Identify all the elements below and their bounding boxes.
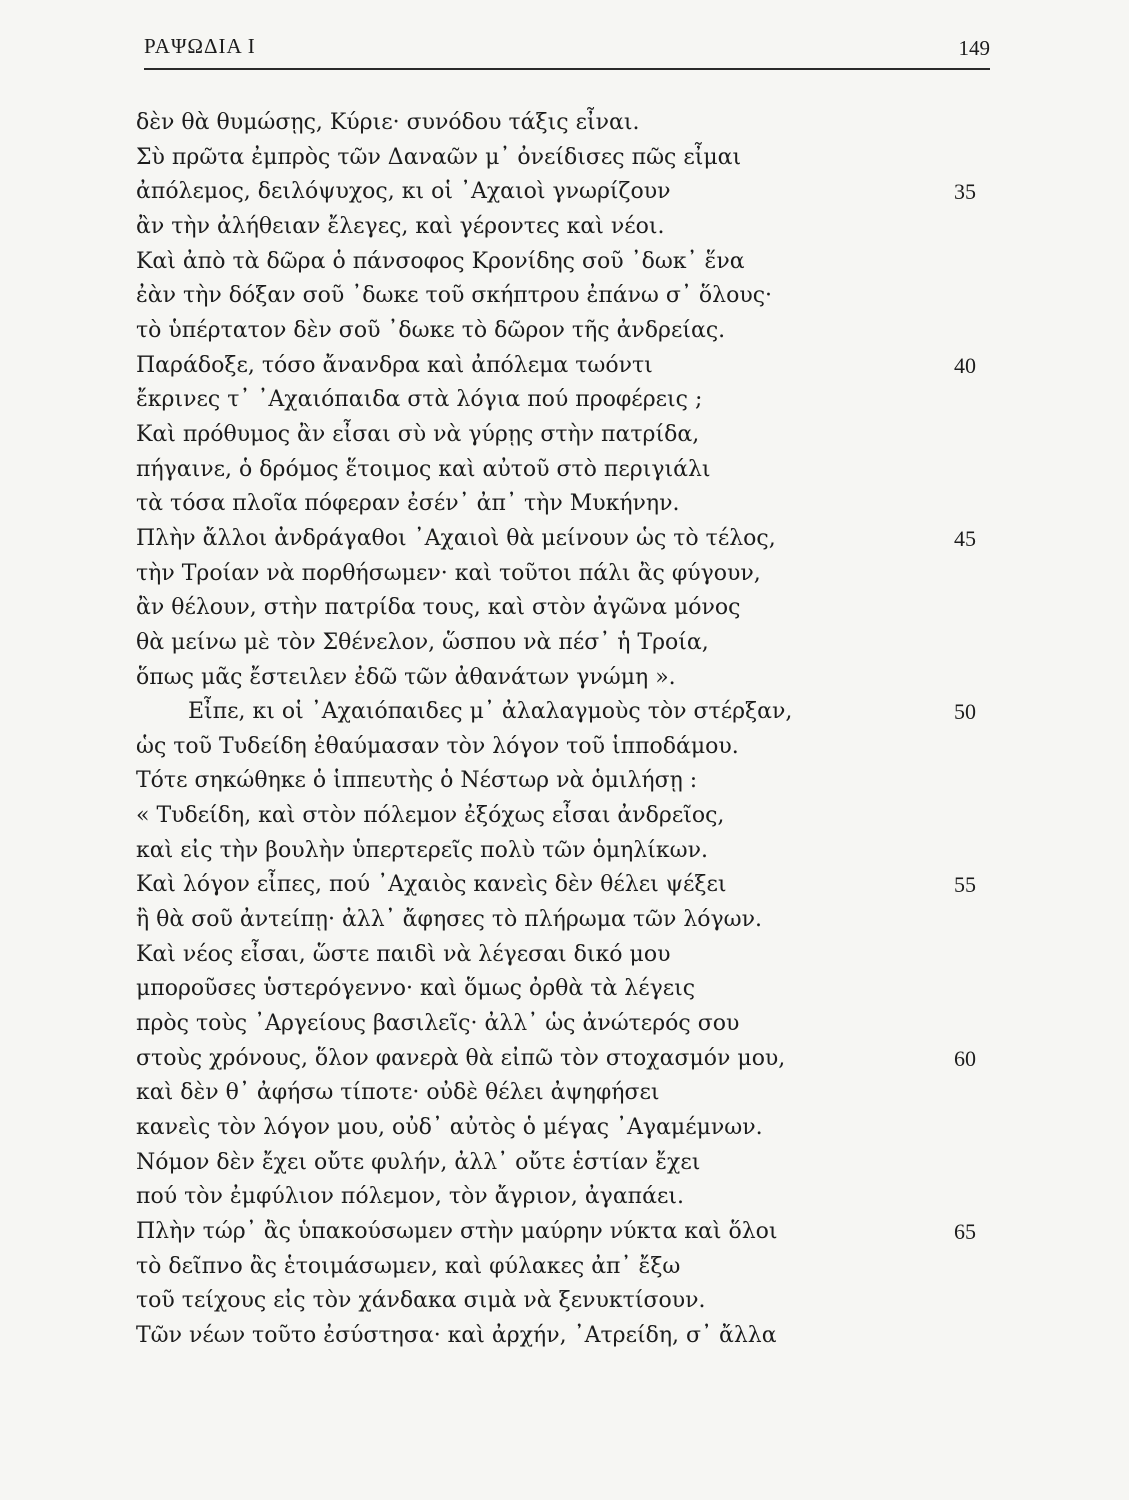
verse-line bbox=[136, 661, 976, 696]
verse-text: ὅπως μᾶς ἔστειλεν ἐδῶ τῶν ἀθανάτων γνώμη ». bbox=[136, 664, 676, 690]
verse-text: Εἶπε, κι οἱ ᾽Αχαιόπαιδες μ᾽ ἀλαλαγμοὺς τὸν στέρξαν, bbox=[188, 699, 793, 725]
verse-line bbox=[136, 1319, 976, 1354]
verse-text: ἀπόλεμος, δειλόψυχος, κι οἱ ᾽Αχαιοὶ γνωρίζουν bbox=[136, 179, 671, 205]
verse-line bbox=[136, 938, 976, 973]
verse-text: Νόμον δὲν ἔχει οὔτε φυλήν, ἀλλ᾽ οὔτε ἑστίαν ἔχει bbox=[136, 1149, 701, 1175]
verse-text: πήγαινε, ὁ δρόμος ἕτοιμος καὶ αὐτοῦ στὸ περιγιάλι bbox=[136, 456, 711, 482]
verse-line bbox=[136, 626, 976, 661]
verse-text: ἂν θέλουν, στὴν πατρίδα τους, καὶ στὸν ἀγῶνα μόνος bbox=[136, 595, 741, 621]
verse-line bbox=[136, 764, 976, 799]
verse-text: Τῶν νέων τοῦτο ἐσύστησα· καὶ ἀρχήν, ᾽Ατρείδη, σ᾽ ἄλλα bbox=[136, 1322, 777, 1348]
verse-line bbox=[136, 1076, 976, 1111]
verse-line bbox=[136, 557, 976, 592]
verse-text: θὰ μείνω μὲ τὸν Σθένελον, ὥσπου νὰ πέσ᾽ ἡ Τροία, bbox=[136, 629, 709, 655]
verse-text: στοὺς χρόνους, ὅλον φανερὰ θὰ εἰπῶ τὸν στοχασμόν μου, bbox=[136, 1045, 786, 1071]
verse-text: ἢ θὰ σοῦ ἀντείπῃ· ἀλλ᾽ ἄφησες τὸ πλήρωμα τῶν λόγων. bbox=[136, 907, 762, 933]
running-head: ΡΑΨΩΔΙΑ Ι bbox=[144, 34, 256, 58]
verse-line bbox=[136, 868, 976, 903]
verse-line bbox=[136, 1111, 976, 1146]
verse-text: Καὶ νέος εἶσαι, ὥστε παιδὶ νὰ λέγεσαι δικό μου bbox=[136, 941, 671, 967]
verse-line bbox=[136, 1250, 976, 1285]
verse-line bbox=[136, 522, 976, 557]
verse-text: ἂν τὴν ἀλήθειαν ἔλεγες, καὶ γέροντες καὶ νέοι. bbox=[136, 213, 665, 239]
verse-text: Παράδοξε, τόσο ἄνανδρα καὶ ἀπόλεμα τωόντι bbox=[136, 352, 653, 378]
verse-line bbox=[136, 487, 976, 522]
page-number: 149 bbox=[958, 36, 990, 60]
verse-number: 50 bbox=[954, 699, 976, 725]
verse-number: 55 bbox=[954, 872, 976, 898]
verse-line bbox=[136, 175, 976, 210]
verse-text: ἐὰν τὴν δόξαν σοῦ ᾽δωκε τοῦ σκήπτρου ἐπάνω σ᾽ ὅλους· bbox=[136, 283, 773, 309]
verse-line bbox=[136, 1042, 976, 1077]
verse-line bbox=[136, 383, 976, 418]
verse-number: 35 bbox=[954, 179, 976, 205]
page-header bbox=[144, 30, 990, 64]
verse-line bbox=[136, 210, 976, 245]
verse-text: Σὺ πρῶτα ἐμπρὸς τῶν Δαναῶν μ᾽ ὀνείδισες πῶς εἶμαι bbox=[136, 144, 742, 170]
verse-number: 65 bbox=[954, 1219, 976, 1244]
verse-text: τὰ τόσα πλοῖα πόφεραν ἐσέν᾽ ἀπ᾽ τὴν Μυκήνην. bbox=[136, 491, 680, 517]
verse-text: δὲν θὰ θυμώσῃς, Κύριε· συνόδου τάξις εἶναι. bbox=[136, 110, 640, 135]
verse-text: τὸ ὑπέρτατον δὲν σοῦ ᾽δωκε τὸ δῶρον τῆς ἀνδρείας. bbox=[136, 317, 726, 343]
verse-text: τὸ δεῖπνο ἂς ἑτοιμάσωμεν, καὶ φύλακες ἀπ᾽ ἔξω bbox=[136, 1253, 681, 1279]
verse-text: Πλὴν τώρ᾽ ἂς ὑπακούσωμεν στὴν μαύρην νύκτα καὶ ὅλοι bbox=[136, 1219, 778, 1244]
verse-line bbox=[136, 453, 976, 488]
verse-text: μποροῦσες ὑστερόγεννο· καὶ ὅμως ὀρθὰ τὰ λέγεις bbox=[136, 976, 696, 1002]
verse-text: καὶ δὲν θ᾽ ἀφήσω τίποτε· οὐδὲ θέλει ἀψηφήσει bbox=[136, 1080, 660, 1106]
verse-text: ὡς τοῦ Τυδείδη ἐθαύμασαν τὸν λόγον τοῦ ἱπποδάμου. bbox=[136, 733, 739, 759]
verse-line bbox=[136, 1215, 976, 1250]
verse-text: Καὶ λόγον εἶπες, πού ᾽Αχαιὸς κανεὶς δὲν θέλει ψέξει bbox=[136, 872, 727, 898]
verse-text: Πλὴν ἄλλοι ἀνδράγαθοι ᾽Αχαιοὶ θὰ μείνουν ὡς τὸ τέλος, bbox=[136, 525, 776, 551]
verse-line bbox=[136, 1284, 976, 1319]
verse-line bbox=[136, 314, 976, 349]
verse-text: καὶ εἰς τὴν βουλὴν ὑπερτερεῖς πολὺ τῶν ὁμηλίκων. bbox=[136, 837, 708, 863]
verse-line bbox=[136, 730, 976, 765]
verse-text: τοῦ τείχους εἰς τὸν χάνδακα σιμὰ νὰ ξενυκτίσουν. bbox=[136, 1288, 706, 1314]
verse-text: Τότε σηκώθηκε ὁ ἱππευτὴς ὁ Νέστωρ νὰ ὁμιλήσῃ : bbox=[136, 768, 698, 794]
verse-line bbox=[136, 418, 976, 453]
verse-line bbox=[136, 1146, 976, 1181]
verse-line bbox=[136, 695, 976, 730]
verse-text: ἔκρινες τ᾽ ᾽Αχαιόπαιδα στὰ λόγια πού προφέρεις ; bbox=[136, 387, 703, 413]
verse-line bbox=[136, 106, 976, 141]
header-rule bbox=[144, 68, 990, 70]
verse-line bbox=[136, 799, 976, 834]
verse-number: 45 bbox=[954, 525, 976, 551]
verse-text: τὴν Τροίαν νὰ πορθήσωμεν· καὶ τοῦτοι πάλι ἂς φύγουν, bbox=[136, 560, 761, 586]
verse-line bbox=[136, 903, 976, 938]
verse-line bbox=[136, 245, 976, 280]
verse-text: « Τυδείδη, καὶ στὸν πόλεμον ἐξόχως εἶσαι ἀνδρεῖος, bbox=[136, 803, 725, 829]
verse-line bbox=[136, 1180, 976, 1215]
verse-line bbox=[136, 279, 976, 314]
verse-line bbox=[136, 141, 976, 176]
verse-text: Καὶ ἀπὸ τὰ δῶρα ὁ πάνσοφος Κρονίδης σοῦ ᾽δωκ᾽ ἕνα bbox=[136, 248, 745, 274]
verse-number: 60 bbox=[954, 1045, 976, 1071]
verse-list bbox=[136, 106, 976, 1354]
verse-line bbox=[136, 591, 976, 626]
verse-line bbox=[136, 1007, 976, 1042]
verse-line bbox=[136, 834, 976, 869]
verse-text: Καὶ πρόθυμος ἂν εἶσαι σὺ νὰ γύρῃς στὴν πατρίδα, bbox=[136, 421, 700, 447]
verse-text: πρὸς τοὺς ᾽Αργείους βασιλεῖς· ἀλλ᾽ ὡς ἀνώτερός σου bbox=[136, 1011, 740, 1037]
verse-text: πού τὸν ἐμφύλιον πόλεμον, τὸν ἄγριον, ἀγαπάει. bbox=[136, 1184, 685, 1210]
verse-text: κανεὶς τὸν λόγον μου, οὐδ᾽ αὐτὸς ὁ μέγας ᾽Αγαμέμνων. bbox=[136, 1115, 763, 1141]
verse-number: 40 bbox=[954, 352, 976, 378]
verse-line bbox=[136, 972, 976, 1007]
verse-line bbox=[136, 349, 976, 384]
